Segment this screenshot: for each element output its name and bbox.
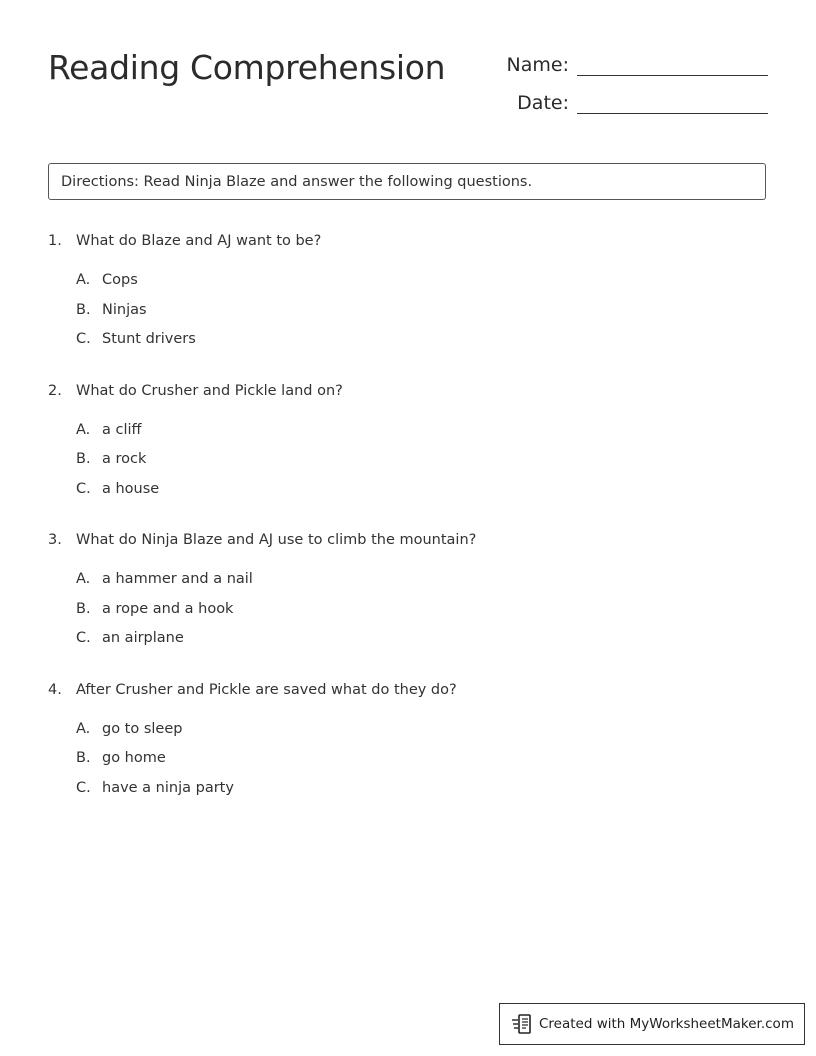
answer-option [76, 628, 766, 658]
answer-option [76, 719, 766, 749]
answer-option [76, 748, 766, 778]
option-letter: C. [76, 331, 91, 347]
answer-option [76, 569, 766, 599]
footer-badge [499, 1003, 805, 1045]
question-4 [48, 680, 766, 808]
worksheet-maker-logo-icon [511, 1013, 533, 1035]
option-letter: C. [76, 630, 91, 646]
option-letter: A. [76, 421, 91, 438]
option-letter: C. [76, 779, 91, 796]
footer-text: Created with MyWorksheetMaker.com [539, 1016, 794, 1032]
date-field [517, 89, 768, 114]
option-text: an airplane [102, 630, 184, 646]
option-text: a house [102, 480, 160, 497]
option-text: Cops [102, 272, 138, 288]
option-letter: C. [76, 480, 91, 497]
question-1 [48, 231, 766, 359]
option-letter: A. [76, 720, 91, 737]
name-field [507, 51, 768, 76]
answer-options [76, 420, 766, 509]
question-text: What do Blaze and AJ want to be? [76, 233, 322, 249]
name-label: Name: [506, 54, 569, 76]
answer-option [76, 329, 766, 359]
option-letter: B. [76, 750, 91, 766]
question-2 [48, 381, 766, 509]
answer-options [76, 569, 766, 658]
page-title: Reading Comprehension [48, 48, 446, 87]
answer-option [76, 270, 766, 300]
option-text: a hammer and a nail [102, 571, 253, 587]
option-letter: B. [76, 301, 91, 318]
question-number: 4. [48, 681, 62, 698]
answer-option [76, 449, 766, 479]
option-text: Stunt drivers [102, 331, 196, 347]
option-text: go home [102, 750, 166, 766]
option-text: a rope and a hook [102, 600, 234, 617]
option-letter: A. [76, 272, 91, 288]
directions-text: Directions: Read Ninja Blaze and answer the following questions. [61, 173, 533, 190]
directions-box [48, 163, 766, 200]
question-list [48, 231, 766, 829]
option-letter: A. [76, 571, 91, 587]
question-text: After Crusher and Pickle are saved what do they do? [76, 681, 457, 698]
answer-option [76, 420, 766, 450]
option-text: go to sleep [102, 720, 183, 737]
option-text: have a ninja party [102, 779, 234, 796]
question-text: What do Crusher and Pickle land on? [76, 382, 343, 399]
question-number: 2. [48, 382, 62, 399]
question-number: 1. [48, 233, 62, 249]
option-text: Ninjas [102, 301, 147, 318]
option-letter: B. [76, 451, 91, 467]
question-number: 3. [48, 532, 62, 548]
answer-options [76, 270, 766, 359]
question-text: What do Ninja Blaze and AJ use to climb the mountain? [76, 532, 477, 548]
answer-option [76, 479, 766, 509]
answer-options [76, 719, 766, 808]
answer-option [76, 599, 766, 629]
question-3 [48, 530, 766, 658]
answer-option [76, 778, 766, 808]
option-letter: B. [76, 600, 91, 617]
option-text: a rock [102, 451, 147, 467]
answer-option [76, 300, 766, 330]
date-blank-line [577, 89, 768, 114]
date-label: Date: [517, 92, 569, 114]
name-blank-line [577, 51, 768, 76]
option-text: a cliff [102, 421, 142, 438]
